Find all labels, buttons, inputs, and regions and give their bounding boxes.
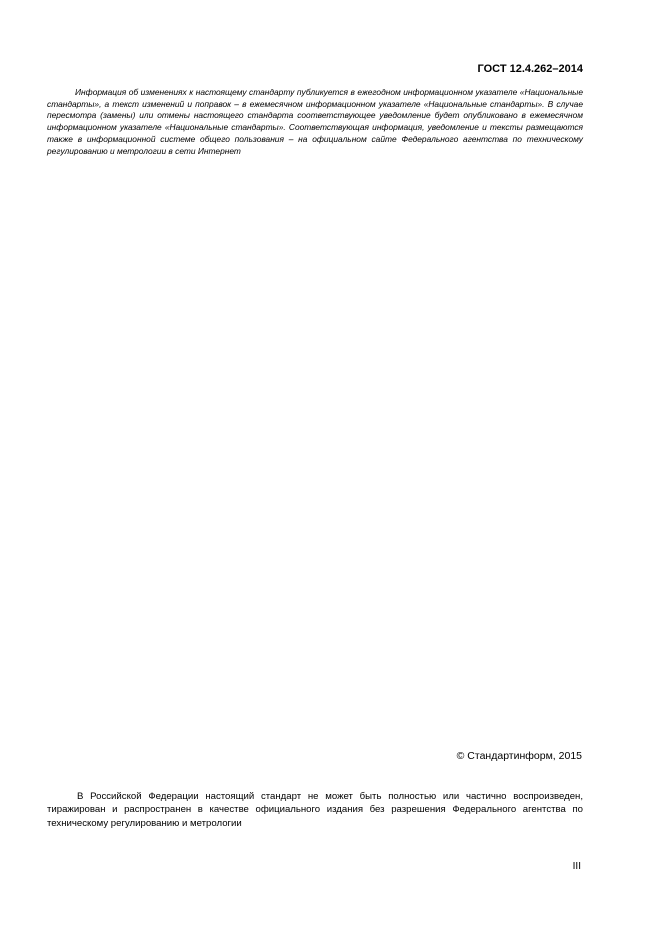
copyright-notice: © Стандартинформ, 2015 (456, 750, 582, 762)
page-number: III (572, 861, 581, 872)
document-code: ГОСТ 12.4.262–2014 (477, 63, 583, 75)
change-notice-paragraph (47, 87, 583, 157)
reproduction-rights-paragraph (47, 790, 583, 830)
change-notice-text: Информация об изменениях к настоящему стандарту публикуется в ежегодном информационном указателе «Национальные стандарты», а текст изменений и поправок – в ежемесячном информационном указателе «Национальные стандарты». В случае пересмотра (замены) или отмены настоящего стандарта соответствующее уведомление будет опубликовано в ежемесячном информационном указателе «Национальные стандарты». Соответствующая информация, уведомление и тексты размещаются также в информационной системе общего пользования – на официальном сайте Федерального агентства по техническому регулированию и метрологии в сети Интернет (47, 87, 583, 156)
reproduction-rights-text: В Российской Федерации настоящий стандарт не может быть полностью или частично воспроизведен, тиражирован и распространен в качестве официального издания без разрешения Федерального агентства по техническому регулированию и метрологии (47, 791, 583, 829)
